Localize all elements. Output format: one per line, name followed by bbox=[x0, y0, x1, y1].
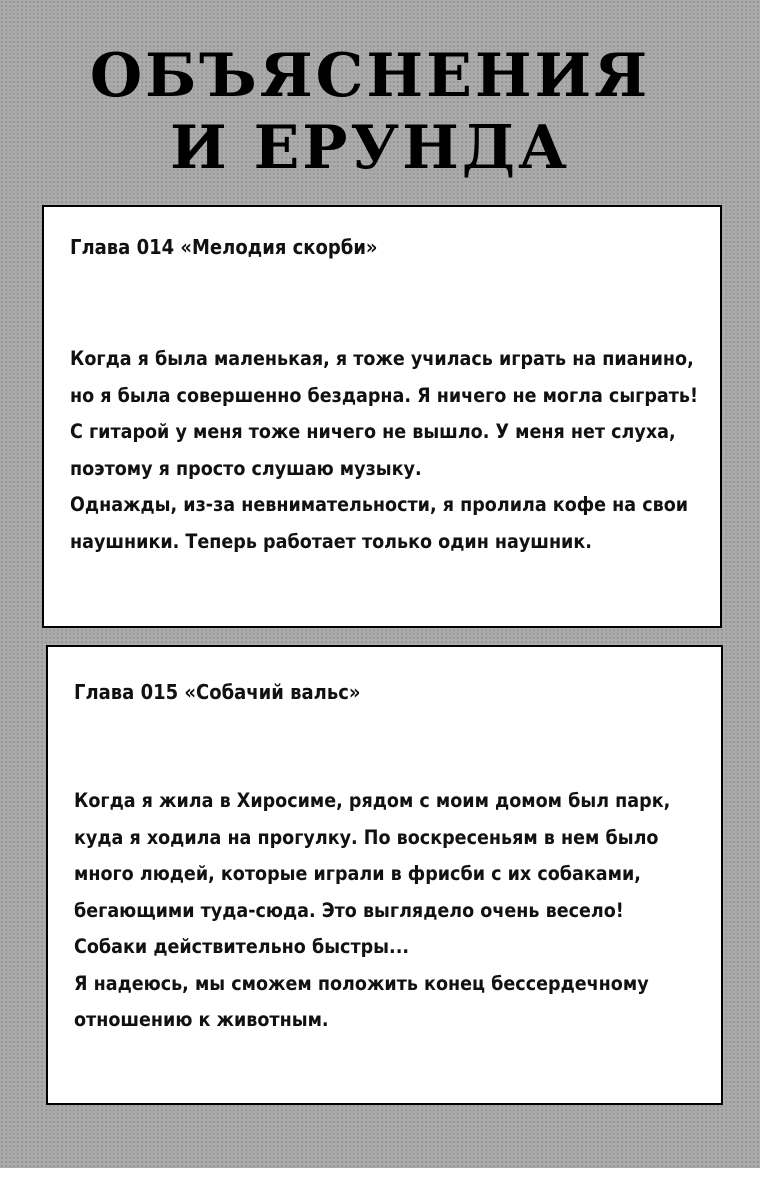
text-line: Когда я была маленькая, я тоже училась играть на пианино, bbox=[70, 347, 694, 370]
heading-line-1: ОБЪЯСНЕНИЯ bbox=[89, 41, 651, 111]
text-line: бегающими туда-сюда. Это выглядело очень весело! bbox=[74, 898, 624, 922]
chapter-text bbox=[70, 341, 710, 560]
text-line: много людей, которые играли в фрисби с их собаками, bbox=[74, 862, 641, 885]
text-line: Когда я жила в Хиросиме, рядом с моим домом был парк, bbox=[74, 789, 671, 812]
text-line: но я была совершенно бездарна. Я ничего не могла сыграть! bbox=[70, 383, 699, 407]
chapter-title: Глава 014 «Мелодия скорби» bbox=[70, 235, 378, 259]
chapter-text bbox=[74, 783, 714, 1039]
chapter-014-panel bbox=[42, 205, 722, 628]
page-heading bbox=[0, 40, 740, 184]
text-line: поэтому я просто слушаю музыку. bbox=[70, 456, 422, 480]
text-line: наушники. Теперь работает только один наушник. bbox=[70, 529, 592, 553]
text-line: Однажды, из-за невнимательности, я пролила кофе на свои bbox=[70, 493, 689, 516]
chapter-title: Глава 015 «Собачий вальс» bbox=[74, 680, 361, 704]
heading-line-2: И ЕРУНДА bbox=[169, 113, 571, 183]
page-bottom-margin bbox=[0, 1168, 760, 1200]
chapter-015-panel bbox=[46, 645, 723, 1105]
text-line: куда я ходила на прогулку. По воскресеньям в нем было bbox=[74, 825, 659, 849]
text-line: Я надеюсь, мы сможем положить конец бессердечному bbox=[74, 971, 649, 995]
text-line: С гитарой у меня тоже ничего не вышло. У меня нет слуха, bbox=[70, 420, 676, 443]
text-line: Собаки действительно быстры... bbox=[74, 935, 410, 958]
text-line: отношению к животным. bbox=[74, 1008, 329, 1031]
